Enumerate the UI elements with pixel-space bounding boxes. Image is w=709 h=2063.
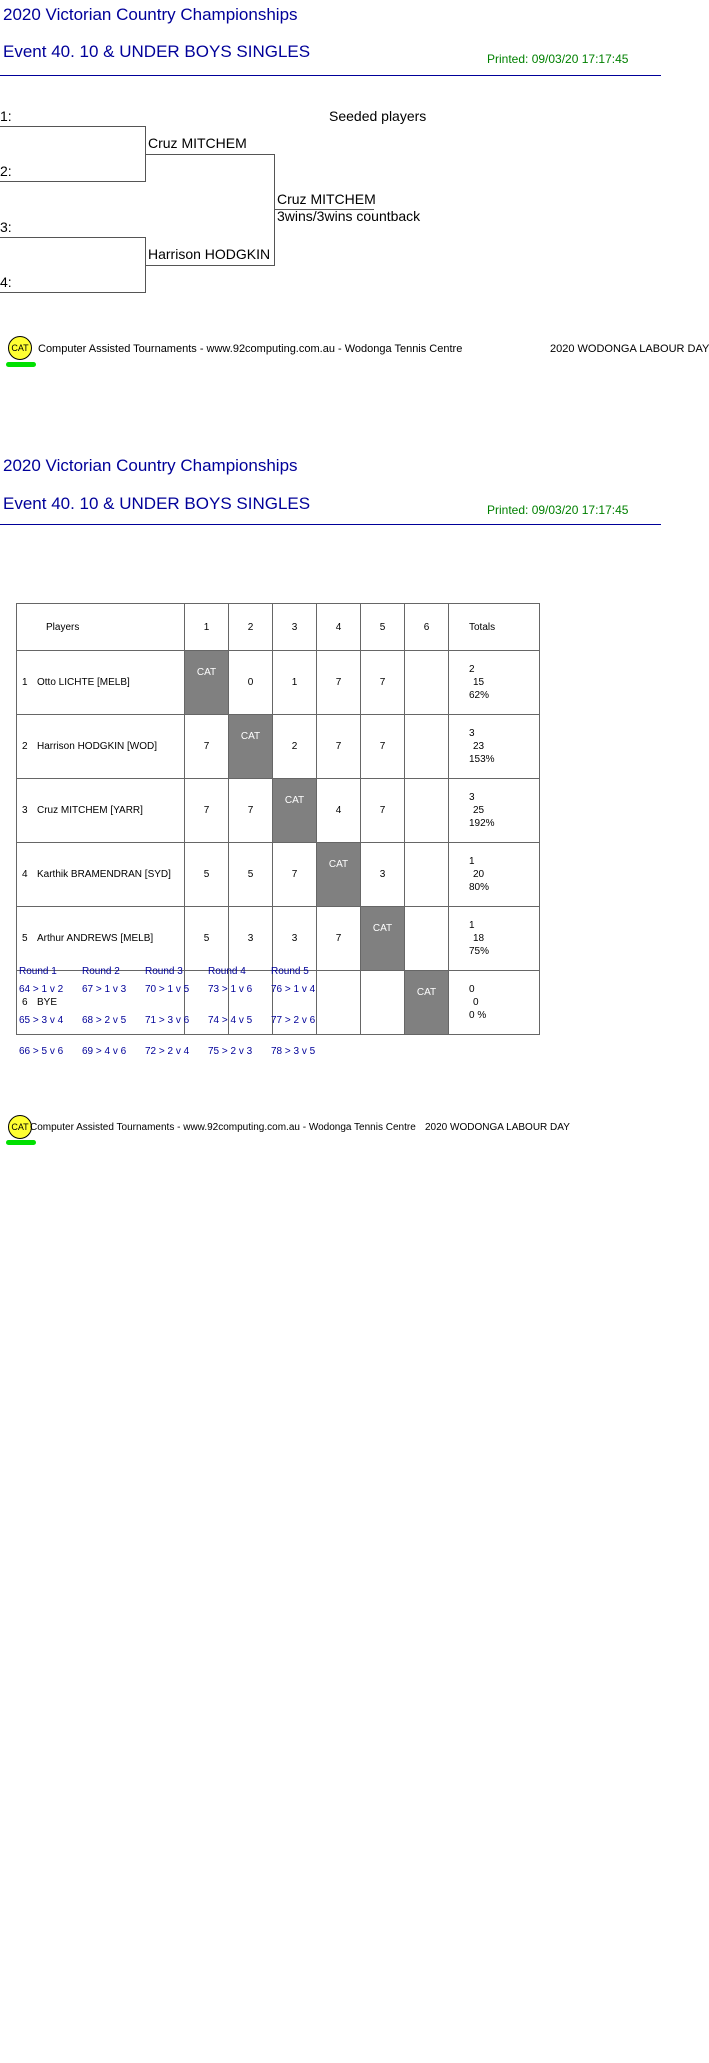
player-number: 2 [22,741,28,752]
round-label: Round 5 [271,966,309,977]
round-label: Round 1 [19,966,57,977]
games-total: 15 [473,677,485,688]
wins-total: 1 [469,920,475,931]
draw-slot-4: 4: [0,274,12,290]
player-name: Arthur ANDREWS [MELB] [37,933,154,944]
score-cell: 7 [273,843,317,907]
header-col-4: 4 [317,604,361,651]
score-cell: 7 [185,779,229,843]
score-cell [317,971,361,1035]
draw-slot-3: 3: [0,219,12,235]
event-title: Event 40. 10 & UNDER BOYS SINGLES [3,42,311,61]
round-match: 73 > 1 v 6 [208,984,253,995]
score-cell: 7 [185,715,229,779]
player-name: Cruz MITCHEM [YARR] [37,805,143,816]
footer-text: Computer Assisted Tournaments - www.92computing.com.au - Wodonga Tennis Centre [38,343,463,355]
header-col-6: 6 [405,604,449,651]
self-match-cell: CAT [229,715,273,779]
percentage-total: 75% [469,946,490,957]
player-number: 5 [22,933,28,944]
bracket-line [0,292,145,293]
games-total: 20 [473,869,485,880]
score-cell [405,715,449,779]
score-cell: 2 [273,715,317,779]
round-match: 74 > 4 v 5 [208,1015,253,1026]
round-match: 66 > 5 v 6 [19,1046,64,1057]
percentage-total: 0 % [469,1010,487,1021]
final-winner: Cruz MITCHEM [277,191,376,207]
player-number: 6 [22,997,28,1008]
totals-cell [449,907,540,971]
player-number: 4 [22,869,28,880]
score-cell: 5 [229,843,273,907]
self-match-cell: CAT [361,907,405,971]
draw-slot-1: 1: [0,108,12,124]
bracket-line [145,154,275,155]
bracket-line [145,265,275,266]
percentage-total: 192% [469,818,495,829]
table-header-row [17,604,540,651]
score-cell: 7 [229,779,273,843]
header-divider [0,524,661,525]
header-col-5: 5 [361,604,405,651]
score-cell: 5 [185,907,229,971]
printed-timestamp: Printed: 09/03/20 17:17:45 [487,52,629,66]
score-cell: 3 [273,907,317,971]
bracket-line [0,237,145,238]
header-players: Players [17,604,185,651]
player-name: Otto LICHTE [MELB] [37,677,130,688]
round-match: 75 > 2 v 3 [208,1046,253,1057]
bracket-line [0,126,145,127]
player-number: 3 [22,805,28,816]
wins-total: 3 [469,792,475,803]
percentage-total: 62% [469,690,490,701]
totals-cell [449,651,540,715]
games-total: 23 [473,741,485,752]
round-label: Round 2 [82,966,120,977]
bracket-line [0,181,145,182]
round-label: Round 3 [145,966,183,977]
draw-slot-2: 2: [0,163,12,179]
bracket-line [274,154,275,266]
seeded-players-label: Seeded players [329,108,427,124]
printed-timestamp: Printed: 09/03/20 17:17:45 [487,503,629,517]
score-cell [405,651,449,715]
games-total: 25 [473,805,485,816]
score-cell: 7 [317,907,361,971]
score-cell: 7 [361,651,405,715]
round-match: 71 > 3 v 6 [145,1015,190,1026]
player-number: 1 [22,677,28,688]
table-row [17,907,540,971]
table-row [17,715,540,779]
wins-total: 0 [469,984,475,995]
footer-text: Computer Assisted Tournaments - www.92computing.com.au - Wodonga Tennis Centre [30,1122,416,1133]
score-cell [405,843,449,907]
round-match: 72 > 2 v 4 [145,1046,190,1057]
score-cell: 4 [317,779,361,843]
player-cell [17,715,185,779]
percentage-total: 153% [469,754,495,765]
round-match: 64 > 1 v 2 [19,984,64,995]
logo-underline [6,1140,36,1145]
score-cell: 0 [229,651,273,715]
player-cell [17,907,185,971]
score-cell [405,907,449,971]
round-label: Round 4 [208,966,246,977]
player-name: Karthik BRAMENDRAN [SYD] [37,869,171,880]
score-cell: 7 [361,779,405,843]
footer-tournament: 2020 WODONGA LABOUR DAY [425,1122,570,1133]
semi2-winner: Harrison HODGKIN [148,246,271,262]
header-col-1: 1 [185,604,229,651]
games-total: 18 [473,933,485,944]
wins-total: 2 [469,664,475,675]
self-match-cell: CAT [317,843,361,907]
self-match-cell: CAT [185,651,229,715]
score-cell [361,971,405,1035]
percentage-total: 80% [469,882,490,893]
round-match: 69 > 4 v 6 [82,1046,127,1057]
table-row [17,779,540,843]
round-match: 78 > 3 v 5 [271,1046,316,1057]
logo-underline [6,362,36,367]
table-row [17,843,540,907]
games-total: 0 [473,997,479,1008]
wins-total: 3 [469,728,475,739]
semi1-winner: Cruz MITCHEM [148,135,247,151]
player-cell [17,651,185,715]
score-cell [405,779,449,843]
score-cell: 7 [361,715,405,779]
score-cell: 3 [361,843,405,907]
player-name: Harrison HODGKIN [WOD] [37,741,158,752]
page-title: 2020 Victorian Country Championships [3,5,298,24]
totals-cell [449,843,540,907]
score-cell: 5 [185,843,229,907]
player-name: BYE [37,997,58,1008]
player-cell [17,843,185,907]
score-cell: 1 [273,651,317,715]
self-match-cell: CAT [405,971,449,1035]
cat-logo-icon: CAT [8,1115,32,1139]
player-cell [17,779,185,843]
cat-logo-icon: CAT [8,336,32,360]
totals-cell [449,971,540,1035]
round-match: 68 > 2 v 5 [82,1015,127,1026]
totals-cell [449,779,540,843]
header-totals: Totals [449,604,540,651]
header-divider [0,75,661,76]
round-match: 67 > 1 v 3 [82,984,127,995]
round-match: 77 > 2 v 6 [271,1015,316,1026]
totals-cell [449,715,540,779]
final-note: 3wins/3wins countback [277,208,421,224]
round-match: 70 > 1 v 5 [145,984,190,995]
score-cell: 7 [317,651,361,715]
event-title: Event 40. 10 & UNDER BOYS SINGLES [3,494,311,513]
score-cell: 3 [229,907,273,971]
footer-tournament: 2020 WODONGA LABOUR DAY [550,343,709,355]
page-title: 2020 Victorian Country Championships [3,456,298,475]
wins-total: 1 [469,856,475,867]
header-col-2: 2 [229,604,273,651]
header-col-3: 3 [273,604,317,651]
score-cell: 7 [317,715,361,779]
round-match: 65 > 3 v 4 [19,1015,64,1026]
round-match: 76 > 1 v 4 [271,984,316,995]
table-row [17,651,540,715]
self-match-cell: CAT [273,779,317,843]
